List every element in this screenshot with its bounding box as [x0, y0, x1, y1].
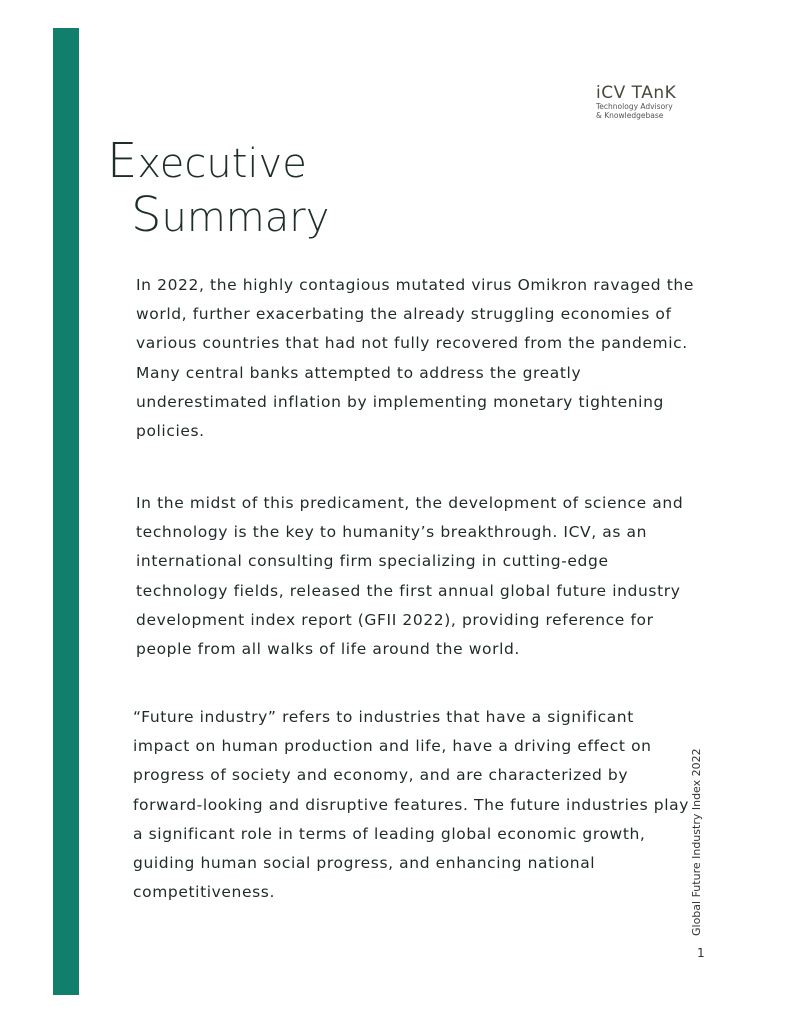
paragraph-line: Many central banks attempted to address the greatly: [136, 363, 582, 382]
paragraph-line: technology is the key to humanity’s breakthrough. ICV, as an: [136, 523, 648, 542]
paragraph-line: progress of society and economy, and are characterized by: [133, 766, 629, 785]
logo-name: iCV TAnK: [596, 83, 677, 103]
page-title-line-1: [107, 133, 307, 189]
paragraph-line: policies.: [136, 422, 205, 441]
paragraph-line: people from all walks of life around the world.: [136, 640, 520, 659]
title-initial: E: [107, 133, 138, 189]
paragraph-line: forward-looking and disruptive features. The future industries play: [133, 795, 690, 814]
paragraph-line: world, further exacerbating the already struggling economies of: [136, 305, 672, 324]
paragraph-3: [133, 703, 689, 907]
paragraph-line: In the midst of this predicament, the development of science and: [136, 494, 684, 512]
accent-sidebar-bar: [53, 28, 79, 995]
paragraph-line: impact on human production and life, have a driving effect on: [133, 737, 652, 756]
page-number: 1: [697, 946, 705, 960]
logo-subtitle-1: Technology Advisory: [596, 102, 673, 111]
title-rest: xecutive: [137, 141, 307, 187]
paragraph-line: various countries that had not fully recovered from the pandemic.: [136, 334, 688, 353]
paragraph-line: international consulting firm specializing in cutting-edge: [136, 552, 609, 571]
paragraph-line: development index report (GFII 2022), providing reference for: [136, 610, 654, 629]
paragraph-2: [136, 489, 683, 664]
paragraph-line: competitiveness.: [133, 883, 275, 902]
paragraph-line: In 2022, the highly contagious mutated virus Omikron ravaged the: [136, 276, 694, 294]
paragraph-line: guiding human social progress, and enhancing national: [133, 854, 596, 873]
paragraph-1: [136, 271, 694, 446]
icv-tank-logo: [596, 84, 676, 120]
page-title-line-2: [131, 187, 330, 243]
logo-subtitle-2: & Knowledgebase: [596, 111, 664, 120]
paragraph-line: “Future industry” refers to industries that have a significant: [133, 708, 634, 726]
paragraph-line: underestimated inflation by implementing monetary tightening: [136, 392, 664, 411]
report-title-vertical: Global Future Industry Index 2022: [690, 748, 703, 936]
title-initial: S: [131, 187, 162, 243]
paragraph-line: technology fields, released the first annual global future industry: [136, 581, 681, 600]
paragraph-line: a significant role in terms of leading global economic growth,: [133, 824, 646, 843]
title-rest: ummary: [161, 195, 330, 241]
